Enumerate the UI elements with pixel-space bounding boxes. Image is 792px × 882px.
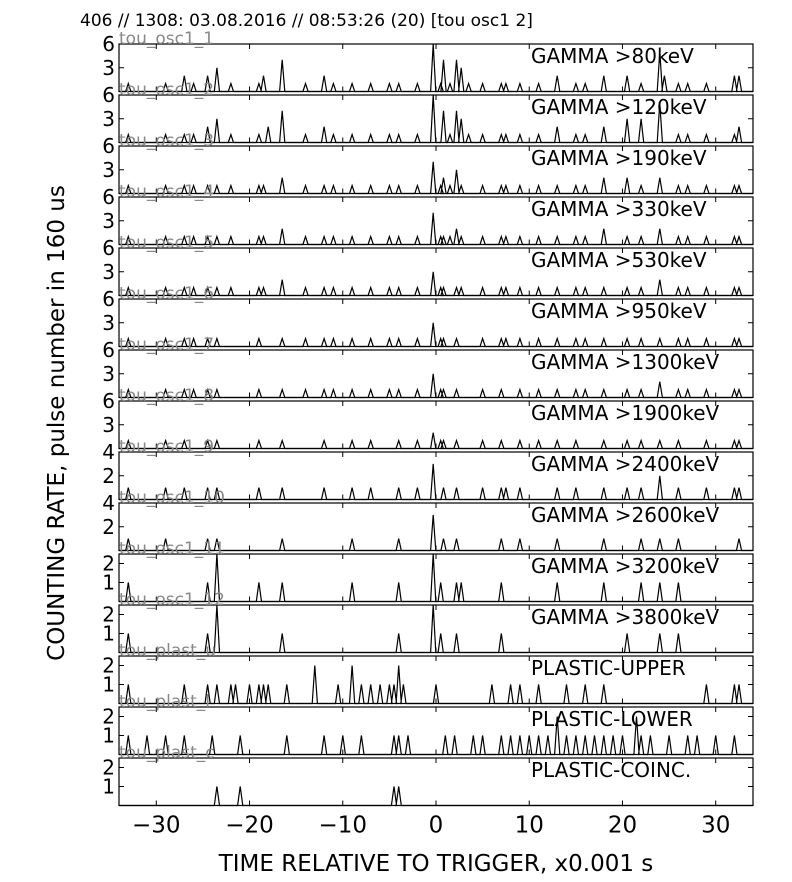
y-tick-label: 2	[102, 602, 115, 627]
y-tick-label: 6	[102, 236, 115, 260]
chart-header: 406 // 1308: 03.08.2016 // 08:53:26 (20) [tou osc1 2]	[80, 11, 533, 31]
panels-group	[102, 29, 753, 839]
y-tick-label: 2	[102, 514, 115, 539]
y-tick-label: 2	[102, 704, 115, 729]
panel-title: GAMMA >330keV	[531, 197, 707, 221]
panel-id-label: tou_osc1_7	[119, 335, 215, 355]
y-tick-label: 3	[102, 412, 115, 437]
panel-id-label: tou_osc1_9	[119, 437, 215, 457]
panel-id-label: tou_osc1_10	[119, 488, 225, 508]
series-line	[119, 433, 753, 449]
series-line	[119, 272, 753, 296]
y-tick-label: 6	[102, 389, 115, 413]
panel-title: GAMMA >3200keV	[531, 554, 720, 578]
y-tick-label: 3	[102, 259, 115, 284]
y-tick-label: 1	[102, 621, 115, 646]
x-tick-label: −20	[225, 812, 274, 839]
panel-id-label: tou_osc1_8	[119, 386, 215, 406]
x-axis-label: TIME RELATIVE TO TRIGGER, x0.001 s	[218, 851, 654, 877]
y-tick-label: 3	[102, 106, 115, 131]
panel-title: GAMMA >2600keV	[531, 503, 720, 527]
y-tick-label: 6	[102, 338, 115, 362]
panel-id-label: tou_plast_l	[119, 692, 211, 712]
panel-id-label: tou_plast_u	[119, 641, 217, 661]
y-tick-label: 6	[102, 185, 115, 209]
y-tick-label: 6	[102, 287, 115, 311]
panel-id-label: tou_osc1_2	[119, 80, 215, 100]
y-tick-label: 2	[102, 551, 115, 576]
panel-title: GAMMA >120keV	[531, 95, 707, 119]
panel-title: GAMMA >80keV	[531, 44, 694, 68]
panel-title: PLASTIC-UPPER	[531, 656, 686, 680]
panel-id-label: tou_osc1_12	[119, 590, 225, 610]
y-tick-label: 3	[102, 157, 115, 182]
panel-title: GAMMA >190keV	[531, 146, 707, 170]
y-tick-label: 1	[102, 672, 115, 697]
panel-id-label: tou_osc1_1	[119, 29, 215, 49]
series-line	[119, 323, 753, 347]
panel-id-label: tou_plast_c	[119, 743, 215, 763]
panel-title: GAMMA >3800keV	[531, 605, 720, 629]
panel-title: GAMMA >1300keV	[531, 350, 720, 374]
y-tick-label: 6	[102, 32, 115, 56]
x-tick-label: −30	[132, 812, 181, 839]
x-tick-label: 0	[428, 812, 444, 839]
y-tick-label: 2	[102, 755, 115, 780]
y-tick-label: 3	[102, 55, 115, 80]
panel-title: GAMMA >1900keV	[531, 401, 720, 425]
y-tick-label: 2	[102, 463, 115, 488]
y-tick-label: 1	[102, 723, 115, 748]
y-tick-label: 3	[102, 310, 115, 335]
y-tick-label: 6	[102, 134, 115, 158]
panel-title: GAMMA >530keV	[531, 248, 707, 272]
y-axis-label: COUNTING RATE, pulse number in 160 us	[44, 185, 70, 661]
panel-id-label: tou_osc1_6	[119, 284, 215, 304]
y-tick-label: 1	[102, 570, 115, 595]
y-tick-label: 4	[102, 491, 115, 515]
panel-id-label: tou_osc1_4	[119, 182, 215, 202]
y-tick-label: 3	[102, 208, 115, 233]
y-tick-label: 4	[102, 440, 115, 464]
panel-title: GAMMA >2400keV	[531, 452, 720, 476]
y-tick-label: 6	[102, 83, 115, 107]
panel-id-label: tou_osc1_11	[119, 539, 225, 559]
x-tick-label: −10	[318, 812, 368, 839]
y-tick-label: 1	[102, 774, 115, 799]
panel-id-label: tou_osc1_5	[119, 233, 215, 253]
panel-title: PLASTIC-COINC.	[531, 758, 692, 782]
y-tick-label: 2	[102, 653, 115, 678]
x-tick-label: 20	[607, 812, 638, 839]
series-line	[119, 374, 753, 398]
panel-tou_plast_c	[102, 743, 753, 806]
panel-id-label: tou_osc1_3	[119, 131, 215, 151]
panel-title: PLASTIC-LOWER	[531, 707, 693, 731]
x-tick-label: 30	[701, 812, 731, 839]
panel-title: GAMMA >950keV	[531, 299, 707, 323]
x-tick-label: 10	[514, 812, 544, 839]
y-tick-label: 3	[102, 361, 115, 386]
